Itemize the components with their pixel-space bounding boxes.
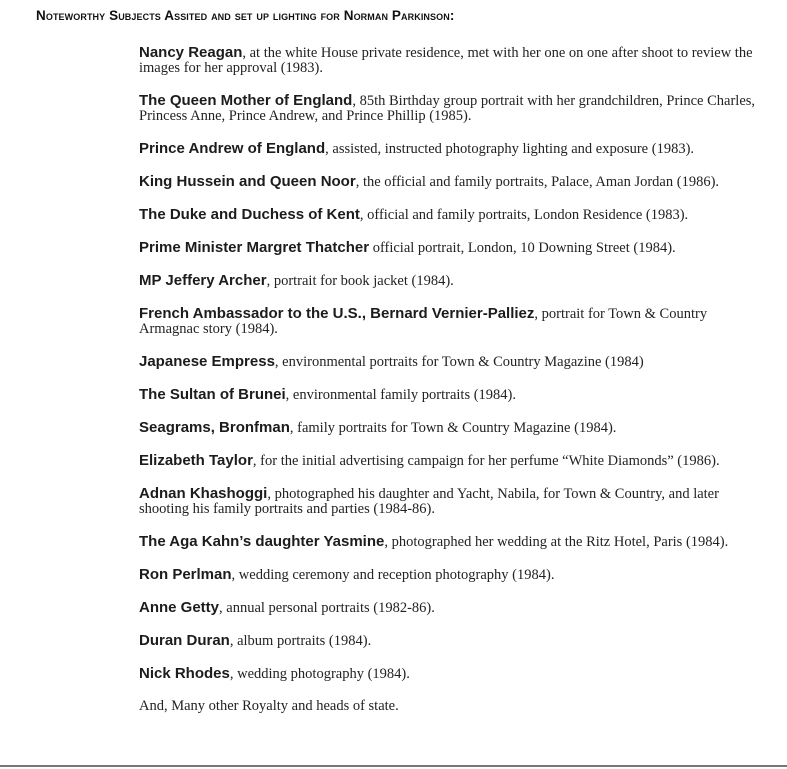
closing-text: And, Many other Royalty and heads of state. bbox=[139, 698, 399, 714]
subject-description: , environmental family portraits (1984). bbox=[285, 387, 517, 403]
list-item bbox=[139, 600, 757, 616]
subject-description: , photographed her wedding at the Ritz Hotel, Paris (1984). bbox=[384, 534, 729, 550]
subject-description: , official and family portraits, London Residence (1983). bbox=[359, 207, 689, 223]
subject-name: Nick Rhodes bbox=[139, 665, 230, 682]
closing-line bbox=[139, 699, 757, 714]
list-item bbox=[139, 273, 757, 289]
subject-description: , assisted, instructed photography lighting and exposure (1983). bbox=[325, 141, 695, 157]
subject-description: , 85th Birthday group portrait with her grandchildren, Prince Charles, Princess Anne, Prince Andrew, and Prince Phillip (1985). bbox=[139, 93, 756, 124]
list-item bbox=[139, 207, 757, 223]
list-item bbox=[139, 666, 757, 682]
subject-description: , album portraits (1984). bbox=[229, 633, 372, 649]
subject-description: , portrait for book jacket (1984). bbox=[266, 273, 454, 289]
subject-description: , family portraits for Town & Country Magazine (1984). bbox=[289, 420, 617, 436]
subject-description: , for the initial advertising campaign for her perfume “White Diamonds” (1986). bbox=[252, 453, 720, 469]
list-item bbox=[139, 141, 757, 157]
subject-description: , at the white House private residence, met with her one on one after shoot to review the images for her approval (1983). bbox=[139, 45, 753, 76]
subject-name: The Aga Kahn’s daughter Yasmine bbox=[139, 533, 385, 550]
list-item bbox=[139, 633, 757, 649]
list-item bbox=[139, 453, 757, 469]
subject-name: The Duke and Duchess of Kent bbox=[139, 206, 360, 223]
subject-name: Anne Getty bbox=[139, 599, 220, 616]
list-item bbox=[139, 486, 757, 517]
subject-description: official portrait, London, 10 Downing Street (1984). bbox=[369, 240, 676, 256]
subject-name: Duran Duran bbox=[139, 632, 230, 649]
list-item bbox=[139, 45, 757, 76]
subject-name: French Ambassador to the U.S., Bernard Vernier-Palliez bbox=[139, 305, 535, 322]
list-item bbox=[139, 567, 757, 583]
list-item bbox=[139, 387, 757, 403]
bottom-divider bbox=[0, 765, 787, 767]
subject-description: , portrait for Town & Country Armagnac story (1984). bbox=[139, 306, 708, 337]
subject-name: Elizabeth Taylor bbox=[139, 452, 253, 469]
subject-name: Ron Perlman bbox=[139, 566, 232, 583]
subject-name: Japanese Empress bbox=[139, 353, 275, 370]
list-item bbox=[139, 306, 757, 337]
subject-name: Adnan Khashoggi bbox=[139, 485, 268, 502]
subject-name: Nancy Reagan bbox=[139, 44, 243, 61]
list-item bbox=[139, 354, 757, 370]
subject-name: Prince Andrew of England bbox=[139, 140, 326, 157]
list-item bbox=[139, 534, 757, 550]
subject-name: King Hussein and Queen Noor bbox=[139, 173, 356, 190]
subject-name: MP Jeffery Archer bbox=[139, 272, 267, 289]
subject-description: , wedding ceremony and reception photography (1984). bbox=[231, 567, 555, 583]
subject-description: , the official and family portraits, Palace, Aman Jordan (1986). bbox=[355, 174, 720, 190]
list-item bbox=[139, 420, 757, 436]
subject-name: Prime Minister Margret Thatcher bbox=[139, 239, 370, 256]
subject-description: , photographed his daughter and Yacht, Nabila, for Town & Country, and later shooting his family portraits and parties (1984-86). bbox=[139, 486, 719, 517]
subject-name: The Queen Mother of England bbox=[139, 92, 353, 109]
subjects-list bbox=[139, 45, 757, 714]
subject-name: The Sultan of Brunei bbox=[139, 386, 286, 403]
list-item bbox=[139, 240, 757, 256]
subject-description: , environmental portraits for Town & Country Magazine (1984) bbox=[274, 354, 644, 370]
list-item bbox=[139, 93, 757, 124]
subject-description: , wedding photography (1984). bbox=[229, 666, 410, 682]
subject-description: , annual personal portraits (1982-86). bbox=[219, 600, 435, 616]
list-item bbox=[139, 174, 757, 190]
page-heading: Noteworthy Subjects Assited and set up lighting for Norman Parkinson: bbox=[36, 8, 455, 23]
subject-name: Seagrams, Bronfman bbox=[139, 419, 290, 436]
